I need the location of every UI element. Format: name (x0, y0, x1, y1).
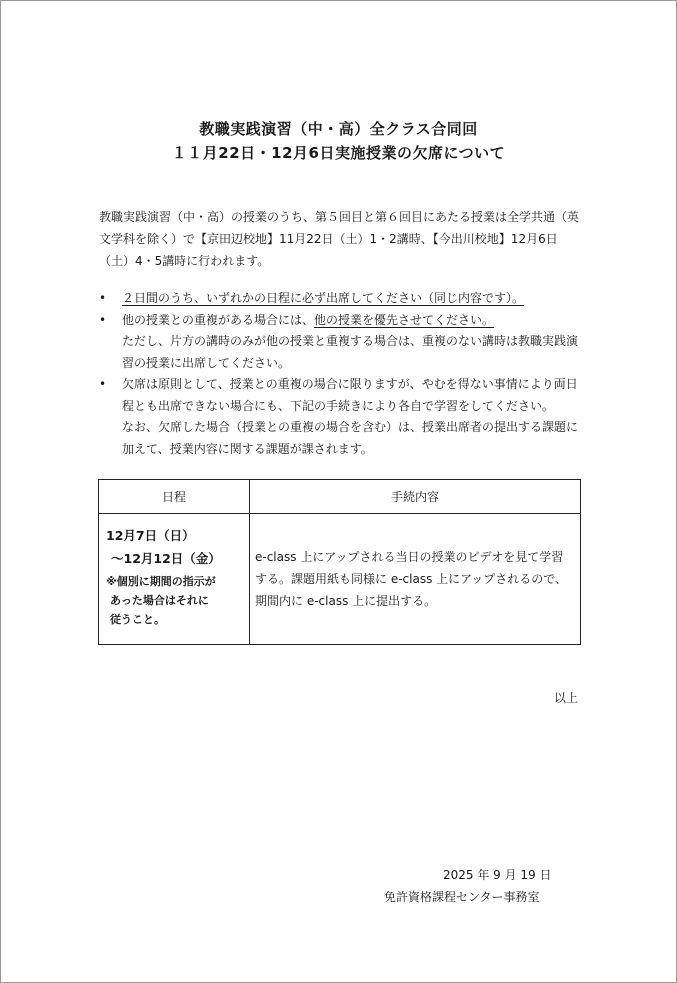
closing-mark: 以上 (554, 691, 579, 705)
issuing-office: 免許資格課程センター事務室 (384, 890, 540, 904)
note-line: ※個別に期間の指示が (106, 575, 216, 588)
page-subtitle: １１月22日・12月6日実施授業の欠席について (171, 144, 506, 162)
absence-rule-text: 欠席は原則として、授業との重複の場合に限りますが、やむを得ない事情により両日程とも出席できない場合にも、下記の手続きにより各自で学習をしてください。 (122, 377, 578, 413)
bullet-marker: • (99, 291, 107, 305)
list-item (99, 374, 584, 460)
header-procedure: 手続内容 (250, 480, 581, 514)
procedure-text: e-class 上にアップされる当日の授業のビデオを見て学習する。課題用紙も同様に e-class 上にアップされるので、期間内に e-class 上に提出する。 (255, 550, 568, 608)
period-start: 12月7日（日） (106, 528, 195, 543)
conflict-rule-emphasis: 他の授業を優先させてください。 (314, 312, 495, 327)
issue-date: 2025 年 9 月 19 日 (443, 868, 552, 882)
note-line: 従うこと。 (110, 613, 165, 626)
period-note (106, 572, 246, 629)
intro-paragraph: 教職実践演習（中・高）の授業のうち、第５回目と第６回目にあたる授業は全学共通（英文学科を除く）で【京田辺校地】11月22日（土）1・2講時、【今出川校地】12月6日（土）4・5講時に行われます。 (99, 210, 580, 268)
period-end: ～12月12日（金） (111, 551, 221, 566)
attendance-rule: ２日間のうち、いずれかの日程に必ず出席してください（同じ内容です）。 (122, 291, 525, 305)
note-line: あった場合はそれに (110, 594, 209, 607)
table-header-row (99, 480, 581, 514)
notice-list (99, 288, 584, 460)
conflict-rule-text: 他の授業との重複がある場合には、 (122, 312, 315, 327)
bullet-marker: • (99, 377, 107, 391)
conflict-rule-detail: ただし、片方の講時のみが他の授業と重複する場合は、重複のない講時は教職実践演習の授業に出席してください。 (122, 334, 579, 370)
list-item (99, 288, 584, 310)
page-title: 教職実践演習（中・高）全クラス合同回 (199, 120, 478, 138)
absence-rule-detail: なお、欠席した場合（授業との重複の場合を含む）は、授業出席者の提出する課題に加えて、授業内容に関する課題が課されます。 (122, 420, 579, 456)
bullet-marker: • (99, 312, 107, 327)
list-item (99, 310, 584, 375)
header-schedule: 日程 (99, 480, 250, 514)
